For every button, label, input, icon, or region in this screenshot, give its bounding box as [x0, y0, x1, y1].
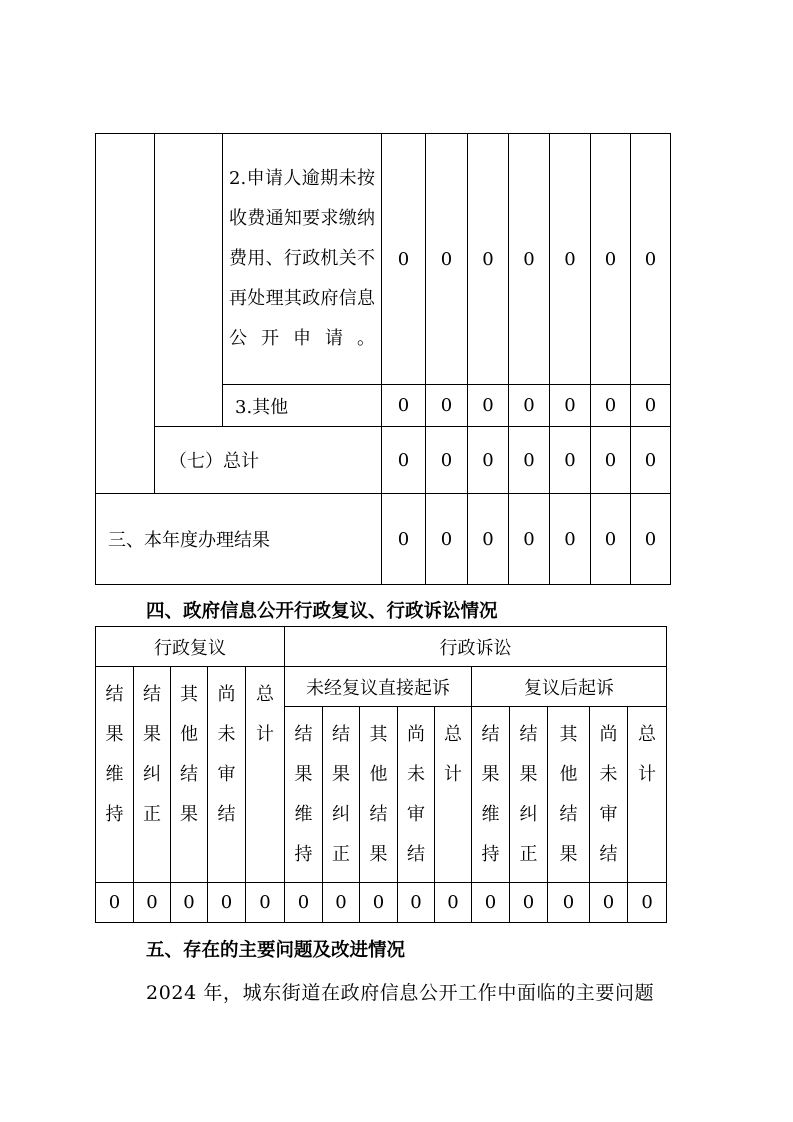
header-other: 其 他 结 果 — [548, 707, 590, 883]
cell: 0 — [96, 883, 134, 923]
section-heading-4: 四、政府信息公开行政复议、行政诉讼情况 — [146, 601, 498, 622]
header-corrected: 结 果 纠 正 — [134, 667, 171, 883]
header-row-2 — [96, 667, 667, 707]
cell: 0 — [509, 385, 550, 427]
cell: 0 — [628, 883, 667, 923]
cell: 0 — [548, 883, 590, 923]
cell: 0 — [472, 883, 510, 923]
cell: 0 — [426, 427, 468, 494]
header-total: 总 计 — [246, 667, 285, 883]
cell: 0 — [468, 427, 509, 494]
header-other: 其 他 结 果 — [360, 707, 398, 883]
cell: 0 — [509, 427, 550, 494]
header-pending: 尚 未 审 结 — [590, 707, 628, 883]
cell: 0 — [509, 134, 550, 385]
cell: 0 — [631, 494, 671, 585]
cell: 0 — [631, 385, 671, 427]
header-upheld: 结 果 维 持 — [285, 707, 323, 883]
row-label-result: 三、本年度办理结果 — [96, 494, 382, 585]
row-label-other: 3.其他 — [223, 385, 382, 427]
cell: 0 — [208, 883, 246, 923]
table-row-result — [96, 494, 671, 585]
review-litigation-table — [95, 626, 667, 923]
cell: 0 — [426, 385, 468, 427]
cell: 0 — [382, 385, 426, 427]
header-pending: 尚 未 审 结 — [208, 667, 246, 883]
cell: 0 — [591, 134, 631, 385]
cell: 0 — [631, 427, 671, 494]
disposal-table — [95, 133, 671, 585]
cell: 0 — [360, 883, 398, 923]
cell: 0 — [382, 494, 426, 585]
cell: 0 — [510, 883, 548, 923]
header-total: 总 计 — [628, 707, 667, 883]
cell: 0 — [323, 883, 360, 923]
cell: 0 — [426, 134, 468, 385]
cell: 0 — [285, 883, 323, 923]
cell: 0 — [591, 427, 631, 494]
cell: 0 — [509, 494, 550, 585]
header-total: 总 计 — [435, 707, 472, 883]
cell: 0 — [631, 134, 671, 385]
cell: 0 — [171, 883, 208, 923]
cell: 0 — [435, 883, 472, 923]
cell: 0 — [382, 427, 426, 494]
cell: 0 — [550, 385, 591, 427]
header-admin-review: 行政复议 — [96, 627, 285, 667]
cell: 0 — [550, 427, 591, 494]
cell: 0 — [591, 494, 631, 585]
header-other: 其 他 结 果 — [171, 667, 208, 883]
cell: 0 — [550, 134, 591, 385]
cell: 0 — [590, 883, 628, 923]
header-direct-suit: 未经复议直接起诉 — [285, 667, 472, 707]
section-heading-5: 五、存在的主要问题及改进情况 — [146, 940, 406, 961]
table-row-unpaid — [96, 134, 671, 385]
cell: 0 — [246, 883, 285, 923]
cell: 0 — [134, 883, 171, 923]
body-paragraph: 2024 年，城东街道在政府信息公开工作中面临的主要问题 — [146, 982, 655, 1004]
values-row — [96, 883, 667, 923]
header-corrected: 结 果 纠 正 — [323, 707, 360, 883]
row-label-unpaid: 2.申请人逾期未按收费通知要求缴纳费用、行政机关不再处理其政府信息公开申请。 — [223, 134, 382, 385]
table-row-total — [96, 427, 671, 494]
header-pending: 尚 未 审 结 — [398, 707, 435, 883]
cell: 0 — [550, 494, 591, 585]
cell: 0 — [382, 134, 426, 385]
cell: 0 — [426, 494, 468, 585]
header-after-review-suit: 复议后起诉 — [472, 667, 667, 707]
header-upheld: 结 果 维 持 — [472, 707, 510, 883]
header-admin-litigation: 行政诉讼 — [285, 627, 667, 667]
header-corrected: 结 果 纠 正 — [510, 707, 548, 883]
merged-cell-outer — [96, 134, 155, 494]
cell: 0 — [591, 385, 631, 427]
cell: 0 — [468, 494, 509, 585]
row-label-total: （七）总计 — [155, 427, 382, 494]
cell: 0 — [468, 385, 509, 427]
header-upheld: 结 果 维 持 — [96, 667, 134, 883]
cell: 0 — [398, 883, 435, 923]
merged-cell-inner — [155, 134, 223, 427]
cell: 0 — [468, 134, 509, 385]
header-row-1 — [96, 627, 667, 667]
